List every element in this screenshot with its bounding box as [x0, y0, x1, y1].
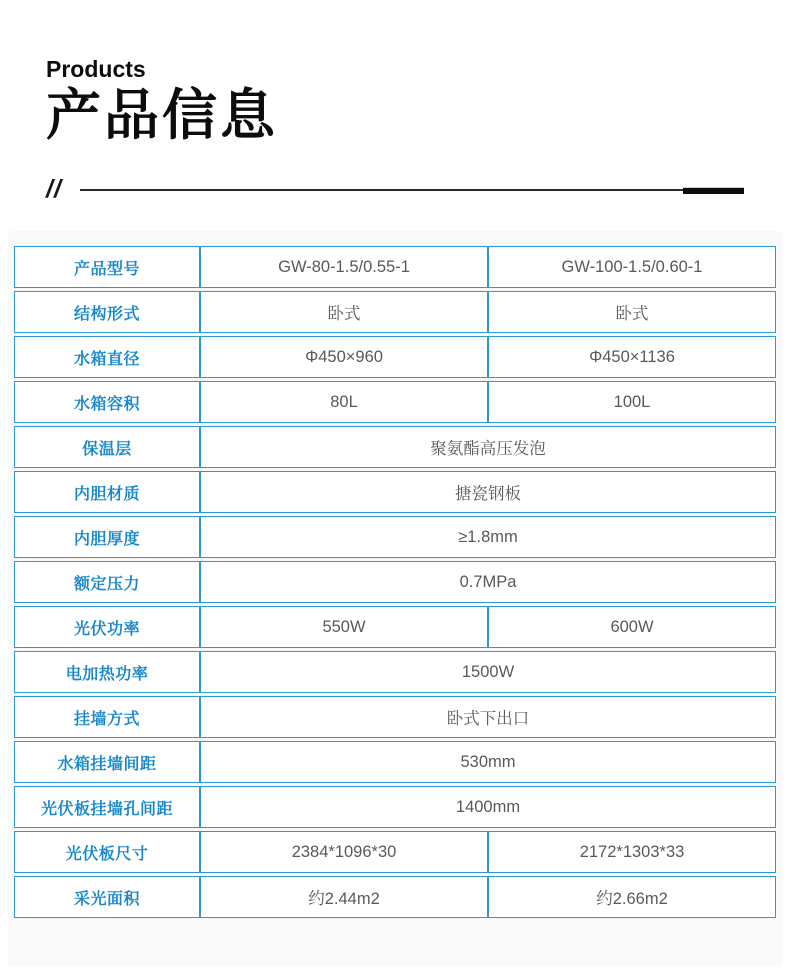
spec-label-cell: 水箱挂墙间距 [14, 741, 200, 783]
spec-value-cell-merged: 1500W [200, 651, 776, 693]
page-title: 产品信息 [46, 83, 279, 146]
spec-value-cell: 卧式 [488, 291, 776, 333]
table-row [14, 246, 776, 288]
table-row [14, 291, 776, 333]
spec-value-cell-merged: 搪瓷钢板 [200, 471, 776, 513]
spec-value-cell-merged: ≥1.8mm [200, 516, 776, 558]
double-slash-mark: // [46, 174, 62, 203]
spec-label-cell: 保温层 [14, 426, 200, 468]
table-row [14, 831, 776, 873]
spec-label-cell: 结构形式 [14, 291, 200, 333]
page-header [46, 56, 278, 145]
spec-value-cell: 550W [200, 606, 488, 648]
spec-value-cell: 2172*1303*33 [488, 831, 776, 873]
table-row [14, 381, 776, 423]
spec-value-cell: Φ450×1136 [488, 336, 776, 378]
spec-label-cell: 光伏板尺寸 [14, 831, 200, 873]
spec-value-cell: 2384*1096*30 [200, 831, 488, 873]
spec-value-cell: 约2.44m2 [200, 876, 488, 918]
divider-line [80, 189, 744, 191]
table-row [14, 876, 776, 918]
spec-value-cell: Φ450×960 [200, 336, 488, 378]
spec-label-cell: 内胆材质 [14, 471, 200, 513]
spec-value-cell-merged: 530mm [200, 741, 776, 783]
table-row [14, 651, 776, 693]
spec-table-body [14, 246, 776, 918]
table-row [14, 561, 776, 603]
table-row [14, 786, 776, 828]
spec-label-cell: 采光面积 [14, 876, 200, 918]
spec-value-cell: 600W [488, 606, 776, 648]
spec-label-cell: 水箱容积 [14, 381, 200, 423]
spec-value-cell: 约2.66m2 [488, 876, 776, 918]
table-row [14, 426, 776, 468]
spec-label-cell: 额定压力 [14, 561, 200, 603]
spec-value-cell: GW-80-1.5/0.55-1 [200, 246, 488, 288]
spec-value-cell: GW-100-1.5/0.60-1 [488, 246, 776, 288]
section-eyebrow: Products [46, 56, 146, 82]
spec-value-cell-merged: 1400mm [200, 786, 776, 828]
spec-value-cell-merged: 卧式下出口 [200, 696, 776, 738]
spec-value-cell: 80L [200, 381, 488, 423]
table-row [14, 516, 776, 558]
spec-value-cell-merged: 聚氨酯高压发泡 [200, 426, 776, 468]
spec-label-cell: 水箱直径 [14, 336, 200, 378]
table-row [14, 696, 776, 738]
spec-value-cell-merged: 0.7MPa [200, 561, 776, 603]
product-spec-table [14, 243, 776, 921]
spec-label-cell: 光伏板挂墙孔间距 [14, 786, 200, 828]
spec-label-cell: 电加热功率 [14, 651, 200, 693]
header-divider [46, 174, 744, 203]
table-row [14, 336, 776, 378]
spec-label-cell: 光伏功率 [14, 606, 200, 648]
table-row [14, 741, 776, 783]
spec-label-cell: 挂墙方式 [14, 696, 200, 738]
divider-thick-end [683, 187, 744, 194]
table-row [14, 606, 776, 648]
spec-value-cell: 100L [488, 381, 776, 423]
spec-label-cell: 内胆厚度 [14, 516, 200, 558]
spec-value-cell: 卧式 [200, 291, 488, 333]
spec-label-cell: 产品型号 [14, 246, 200, 288]
table-row [14, 471, 776, 513]
